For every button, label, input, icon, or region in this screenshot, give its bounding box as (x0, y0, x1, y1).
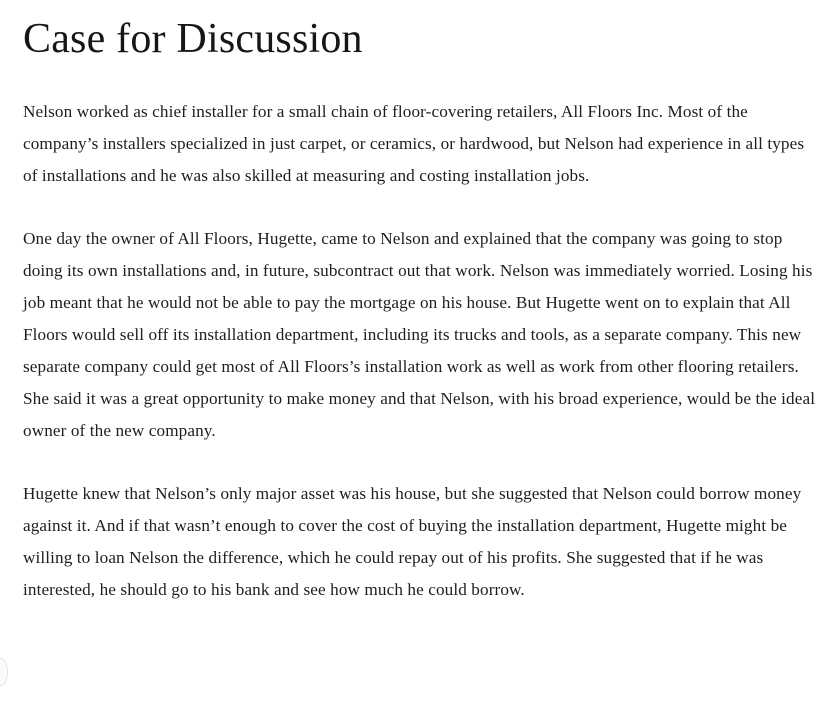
page-title: Case for Discussion (23, 16, 363, 62)
paragraph-3: Hugette knew that Nelson’s only major asset was his house, but she suggested that Nelson could borrow money against it. And if that wasn’t enough to cover the cost of buying the installation department, Hugette might be willing to loan Nelson the difference, which he could repay out of his profits. She suggested that if he was interested, he should go to his bank and see how much he could borrow. (23, 484, 802, 599)
paragraph-2: One day the owner of All Floors, Hugette, came to Nelson and explained that the company was going to stop doing its own installations and, in future, subcontract out that work. Nelson was immediately worried. Losing his job meant that he would not be able to pay the mortgage on his house. But Hugette went on to explain that All Floors would sell off its installation department, including its trucks and tools, as a separate company. This new separate company could get most of All Floors’s installation work as well as work from other flooring retailers. She said it was a great opportunity to make money and that Nelson, with his broad experience, would be the ideal owner of the new company. (23, 229, 816, 440)
document-page (23, 14, 823, 606)
paragraph-1: Nelson worked as chief installer for a small chain of floor-covering retailers, All Floors Inc. Most of the company’s installers specialized in just carpet, or ceramics, or hardwood, but Nelson had experience in all types of installations and he was also skilled at measuring and costing installation jobs. (23, 102, 805, 185)
scroll-edge-handle (0, 658, 8, 686)
